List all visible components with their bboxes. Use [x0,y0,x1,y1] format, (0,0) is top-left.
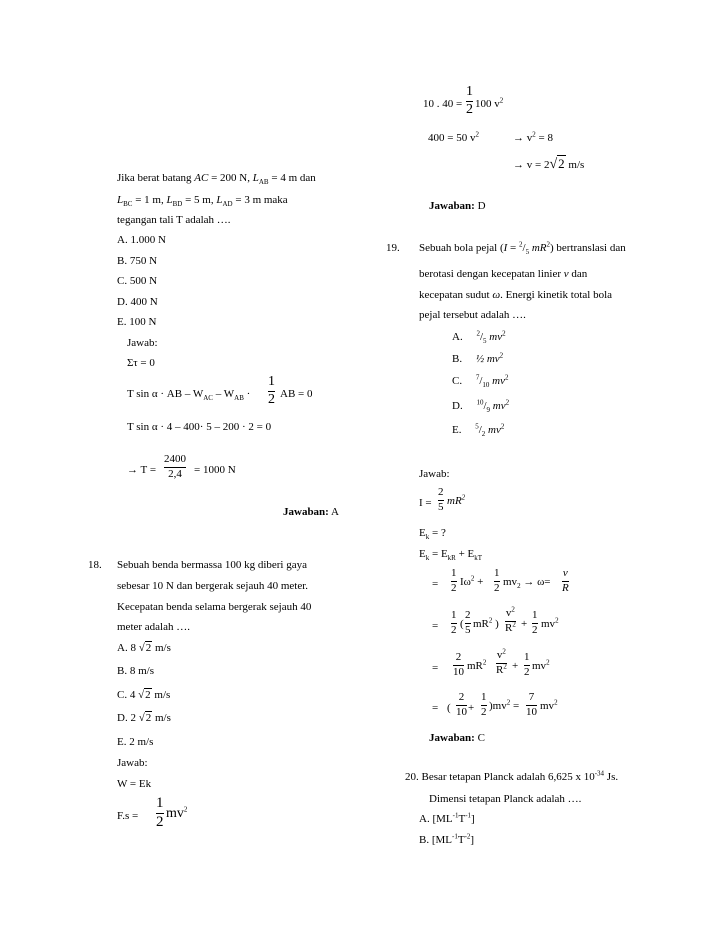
eq-text: mR [473,618,489,630]
intro-line-2 [117,194,288,209]
numerator: 2 [458,691,465,703]
numerator: 1 [524,651,530,663]
denominator: 2 [451,623,457,636]
eq-text: mR [467,660,483,672]
q20-line-2: Dimensi tetapan Planck adalah …. [429,793,582,805]
opt-sup: -2 [464,832,471,841]
step1-frac-3 [562,568,569,594]
q17-sum-tau: Στ = 0 [127,357,155,369]
denominator: 2 [451,581,457,594]
numerator: 1 [532,609,538,621]
q18-line-2: sebesar 10 N dan bergerak sejauh 40 meter. [117,580,309,592]
numerator: 1 [156,795,164,811]
eq-sup: 2 [555,616,559,625]
step4-equals: = [432,702,439,714]
opt-letter: E. [452,424,462,436]
answer-label: Jawaban: [283,506,329,518]
numerator: 1 [494,567,500,579]
numerator: 7 [528,691,535,703]
eq-text: mv [540,700,555,712]
q-text: berotasi dengan kecepatan linier [419,268,564,280]
q19-line-2 [419,268,587,280]
q19-jawab-label: Jawab: [419,468,450,480]
eq-sub: kR [447,554,456,563]
q-text: dan [568,268,588,280]
opt-sup: 2 [504,373,509,382]
top-eq1-fraction [466,85,473,117]
eq-sup: 2 [554,698,558,707]
q17-option-b: B. 750 N [117,255,158,267]
eq-text: → ω= [520,576,551,588]
eq-text: mv [166,806,184,821]
step3-equals: = [432,662,439,674]
step3-frac-2 [496,647,507,676]
denominator: R [562,581,569,594]
denominator: 2 [494,581,500,594]
opt-text: B. [ML [419,834,452,846]
q17-eq1-fraction [268,375,275,407]
q17-eq3-fraction [164,454,186,480]
opt-text: T [457,834,465,846]
q-sup: -34 [594,769,605,778]
opt-text: mv [489,375,505,387]
q18-jawab-label: Jawab: [117,757,148,769]
eq-text: → v [513,132,533,144]
eq-text: )mv [489,700,507,712]
eq-sub: k [425,533,430,542]
intro-sub: AB [258,178,269,187]
q-text: Sebuah bola pejal ( [419,242,504,254]
eq-text: mv [541,618,556,630]
numerator: v [496,649,503,661]
q-text: = [507,242,520,254]
denominator: 5 [438,500,444,513]
slash-den: 10 [482,381,490,390]
text: = 1 m, [132,194,167,206]
var-i: I [503,242,508,254]
q-text: 20. Besar tetapan Planck adalah 6,625 x 10 [405,771,595,783]
eq-sup: 2 [546,658,550,667]
slash-den: 2 [481,430,486,439]
denominator: 10 [456,705,467,718]
step3-term [467,660,486,672]
eq-sup: 2 [502,647,506,656]
step2-frac-3 [505,605,516,634]
answer-label: Jawaban: [429,200,475,212]
q19-line-1: Sebuah bola pejal ($I = ^2/_5$ $mR^2$) bertranslasi dan [419,240,626,257]
q18-w-eq: W = Ek [117,778,152,790]
q20-line-1 [405,771,618,783]
step2-term [473,618,499,630]
denominator: 2,4 [168,467,182,480]
opt-text: ] [471,813,475,825]
q18-fs-rhs [166,806,187,821]
opt-text: A. 8 [117,642,139,654]
denominator: 2 [466,101,473,117]
denominator: 5 [465,623,471,636]
eq-sup: 2 [470,574,475,583]
eq-sub: k [425,554,430,563]
step3-frac-1 [453,652,464,678]
eq-text: – W [212,388,235,400]
opt-sup: 2 [500,422,505,431]
numerator: 2 [465,609,471,621]
eq-sub: 2 [517,582,521,591]
numerator: 1 [466,84,473,99]
q-sup: 2 [546,240,550,249]
q18-option-c: C. 4 √2 m/s [117,689,171,701]
eq-text: E [419,548,426,560]
opt-text: mv [490,400,506,412]
step4-frac-3 [526,692,537,718]
step2-equals: = [432,620,439,632]
eq-sup: 2 [532,130,536,139]
q-text: ) bertranslasi dan [550,242,626,254]
answer-value: A [328,506,339,518]
eq-text: = ? [429,527,446,539]
q19-line-3 [419,289,612,301]
denominator: 2 [156,813,164,830]
slash-den: 5 [483,337,487,346]
denominator: R [496,663,504,676]
opt-unit: m/s [152,712,171,724]
eq-sup: 2 [482,658,487,667]
intro-line-3: tegangan tali T adalah …. [117,214,231,226]
slash-num: 10 [476,398,484,407]
slash-den: 9 [486,406,491,415]
opt-unit: m/s [151,689,171,701]
opt-text: ½ mv [475,353,500,365]
opt-text: ] [470,834,475,846]
q17-eq1-tail: AB = 0 [280,388,313,400]
opt-sup: 2 [499,351,504,360]
eq-sup: 2 [506,698,511,707]
numerator: 2 [438,486,444,498]
opt-text: C. 4 [117,689,139,701]
eq-text: ) [492,618,499,630]
opt-text: T [458,813,466,825]
step1-frac-2 [494,568,500,594]
slash-num: 5 [475,422,479,431]
radicand: 2 [145,712,152,724]
step4-frac-2 [481,692,487,718]
step2-tail [541,618,559,630]
q17-equation-3-rhs: = 1000 N [194,464,236,476]
denominator: 10 [453,665,464,678]
step4-plus: + [468,702,475,714]
eq-text: E [419,527,426,539]
opt-sup: -1 [452,832,458,841]
denominator: 2 [524,665,530,678]
step3-tail [532,660,550,672]
var-v: v [563,268,569,280]
answer-value: D [474,200,486,212]
eq-text: mv [532,660,547,672]
q-text: kecepatan sudut [419,289,493,301]
step4-frac-1 [456,692,467,718]
eq-text: mR [447,495,462,507]
denominator: 2 [532,623,538,636]
numerator: 2 [455,651,462,663]
opt-unit: m/s [152,642,171,654]
q19-ek-question [419,527,446,542]
opt-text: D. 2 [117,712,139,724]
answer-value: C [474,732,485,744]
text: = 3 m maka [232,194,288,206]
numerator: v [505,607,512,619]
step3-frac-3 [524,652,530,678]
step2-frac-4 [532,610,538,636]
numerator: 1 [268,374,275,389]
opt-sup: 2 [505,398,510,407]
opt-text: mv [485,424,501,436]
q17-equation-1 [127,388,251,403]
eq-sup: 2 [475,130,479,139]
eq-sub: AC [203,394,213,403]
opt-sup: -1 [465,811,472,820]
eq-sup: 2 [461,493,466,502]
q19-answer [429,732,485,744]
sub-bc: BC [123,200,133,209]
q19-line-4: pejal tersebut adalah …. [419,309,526,321]
top-eq1-lhs: 10 . 40 = [423,98,463,110]
intro-var-ac: AC [194,172,209,184]
eq-text: T sin α · AB – W [127,388,204,400]
step3-plus: + [512,660,519,672]
q18-number: 18. [88,559,102,571]
q18-fs-fraction [156,796,164,831]
eq-sup: 2 [499,96,504,105]
q19-number: 19. [386,242,400,254]
eq-text: → v = 2 [513,159,550,171]
intro-line-1 [117,172,316,187]
radicand: 2 [145,689,151,701]
top-eq3: → v = 2√2 m/s [513,156,585,172]
q-text: . Energi kinetik total bola [500,289,613,301]
opt-letter: A. [452,331,463,343]
q18-line-1: Sebuah benda bermassa 100 kg diberi gaya [117,559,307,571]
q18-option-d: D. 2 √2 m/s [117,712,171,724]
opt-letter: C. [452,375,463,387]
q18-option-e: E. 2 m/s [117,736,154,748]
eq-text: = 8 [535,132,553,144]
eq-text: 400 = 50 v [428,132,476,144]
top-eq2-rhs [513,132,553,144]
numerator: 2400 [164,453,186,465]
eq-text: · [243,388,251,400]
q20-option-b [419,834,474,846]
opt-sup: 2 [502,329,506,338]
opt-letter: B. [452,353,463,365]
q19-ek-sum [419,548,483,563]
q19-i-rhs [447,495,465,507]
q17-equation-3-lhs: → T = [127,464,157,476]
eq-sup: 2 [183,805,188,814]
slash-num: 2 [476,329,480,338]
eq-sub: AB [234,394,244,403]
eq-text: = E [429,548,448,560]
opt-sup: -1 [452,811,459,820]
denominator: 10 [526,705,537,718]
denominator: R [505,621,513,634]
intro-text: = 200 N, [208,172,253,184]
step4-paren-open: ( [447,702,451,714]
text: = 5 m, [182,194,217,206]
eq-text: mv [503,576,518,588]
q19-i-fraction [438,487,444,513]
step2-frac-2 [465,610,471,636]
q17-option-e: E. 100 N [117,316,157,328]
q18-option-b: B. 8 m/s [117,665,154,677]
step2-frac-1 [451,610,457,636]
eq-sup: 2 [511,605,515,614]
eq-sup: 2 [488,616,493,625]
q17-jawab-label: Jawab: [127,337,158,349]
opt-letter: D. [452,400,463,412]
intro-text: = 4 m dan [268,172,316,184]
slash-den: 5 [525,248,530,257]
var-omega: ω [492,289,501,301]
q17-answer [283,506,339,518]
opt-text: mv [486,331,503,343]
numerator: 1 [481,691,487,703]
q19-option-e: E. $^5/_2$ $mv^2$ [452,422,505,439]
step2-paren-open: ( [460,618,464,630]
q-text: Js. [604,771,619,783]
q17-option-d: D. 400 N [117,296,158,308]
step1-term-1 [460,576,483,588]
numerator: 1 [451,567,457,579]
intro-var-l: L [252,172,259,184]
top-answer [429,200,486,212]
q19-option-c: C. $^7/_{10}$ $mv^2$ [452,373,509,390]
var-l: L [216,194,223,206]
denominator: 2 [481,705,487,718]
q19-option-b [452,353,503,365]
q18-line-3: Kecepatan benda selama bergerak sejauh 40 [117,601,312,613]
var-l: L [166,194,173,206]
top-eq2-lhs [428,132,479,144]
q19-i-lhs: I = [419,497,432,509]
eq-text: + E [455,548,475,560]
eq-sup: 2 [503,661,507,670]
top-eq1-rhs [475,98,503,110]
radicand: 2 [145,642,152,654]
radicand: 2 [558,156,565,171]
q18-option-a: A. 8 √2 m/s [117,642,171,654]
opt-text: A. [ML [419,813,453,825]
numerator: v [562,567,568,579]
q17-option-a: A. 1.000 N [117,234,166,246]
eq-unit: m/s [565,159,585,171]
answer-label: Jawaban: [429,732,475,744]
step2-plus: + [521,618,528,630]
q17-equation-2: T sin α · 4 – 400· 5 – 200 · 2 = 0 [127,421,272,433]
numerator: 1 [451,609,457,621]
step1-frac-1 [451,568,457,594]
slash-num: 2 [519,240,523,249]
eq-sup: 2 [512,619,516,628]
sub-ad: AD [222,200,233,209]
step1-equals: = [432,578,439,590]
sub-bd: BD [172,200,183,209]
step4-tail [540,700,558,712]
eq-text: 100 v [475,98,500,110]
denominator: 2 [268,391,275,407]
eq-text: + [474,576,484,588]
step1-term-2 [503,576,551,591]
eq-sub: kT [474,554,483,563]
intro-text: Jika berat batang [117,172,195,184]
q19-option-d: D. $^{10}/_9$ $mv^2$ [452,398,510,415]
eq-text: Iω [460,576,471,588]
q18-line-4: meter adalah …. [117,621,190,633]
step4-term [489,700,519,712]
slash-num: 7 [475,373,480,382]
q20-option-a [419,813,475,825]
var-l: L [117,194,124,206]
eq-text: = [510,700,520,712]
var-mr: mR [529,242,547,254]
q18-fs-lhs: F.s = [117,810,139,822]
q17-option-c: C. 500 N [117,275,158,287]
q19-option-a: A. $^2/_5$ $mv^2$ [452,329,506,346]
